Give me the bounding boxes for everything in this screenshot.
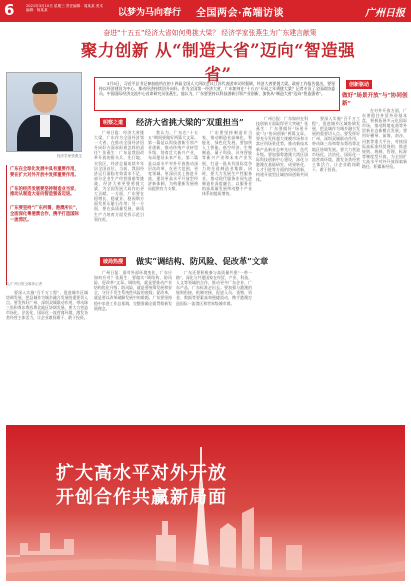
- section-title-innovation: 做好“场景开放”与“协同创新”: [342, 93, 408, 107]
- section-title-responsibility: 经济大省挑大梁的“双重担当”: [136, 117, 244, 127]
- body-column-4: [256, 116, 308, 416]
- section-tag-innovation: 创新驱动: [346, 80, 372, 89]
- portrait-hair: [32, 82, 58, 94]
- pull-quote-1: 广东在全球化发展中具有重要作用，要在扩大对外开放中发挥重要作用。: [10, 167, 79, 178]
- banner-headline-line-1: 扩大高水平对外开放: [56, 463, 227, 484]
- body-column-2: [148, 130, 198, 250]
- section-title-breakthrough: 做实“调结构、防风险、促改革”文章: [136, 256, 269, 266]
- reporter-credit: 文/广州日报全媒体记者: [6, 282, 43, 286]
- page-number: 6: [4, 1, 15, 19]
- body-text-1: 广州日报：经济大省挑大梁，广东作为全国经济第一大省，在推动全国经济回升向好方面承担着怎样的责任？张燕生：广东是我国改革开放的排头兵、先行地、实验区，经济总量连续多年居全国首位。当前，我国经济运行面临有效需求不足、部分企业生产经营困难等挑战，经济大省更要勇挑大梁，为全国发展大局作出更大贡献。一方面，广东要在稳增长、稳就业、稳预期方面发挥压舱石作用；另一方面，要在高质量发展、新质生产力培育方面发挥示范引领作用。: [94, 130, 144, 222]
- pull-quote-2: 广东的经济发展要坚持制造业当家，推动从制造大省向智造强省迈进。: [10, 186, 79, 198]
- section-tag-responsibility: 明察之道: [100, 118, 126, 127]
- body-text-8: 广东还要积极参与高质量共建“一带一路”，深化与共建国家在经贸、产业、科技、人文等领域的合作，推动更多广东企业、广东产品、广东标准走出去。要加强与港澳的规则衔接、机制对接，促进人员、货物、资金、数据等要素高效便捷流动，携手港澳打造国际一流湾区和世界级城市群。: [176, 270, 252, 306]
- body-text-4: 广州日报：广东如何在科技创新方面取得更大突破？张燕生：广东要做好“场景开放”与“协同创新”两篇文章。要充分发挥超大规模市场和丰富应用场景优势，推动新技术新产品新业态率先应用、迭代升级。要加强粤港澳大湾区国际科技创新中心建设，深化与港澳在基础研究、成果转化、人才引进等方面的协同创新，构建开放型区域协同创新共同体。: [256, 116, 308, 183]
- article-intro: [94, 77, 340, 111]
- section-tag-breakthrough: 破局热搜: [100, 257, 126, 266]
- section-title: 全国两会·高端访谈: [196, 8, 284, 19]
- headline-kicker: 奋进“十五五”经济大省如何勇挑大梁？ 经济学家张燕生为广东建言献策: [103, 29, 317, 37]
- main-headline: 聚力创新 从“制造大省”迈向“智造强省”: [80, 41, 356, 84]
- banner-headline-line-2: 开创合作共赢新局面: [56, 487, 227, 508]
- body-column-left: [6, 290, 88, 418]
- body-text-3: 广东要坚持制造业当家，推动制造业高端化、智能化、绿色化发展。要加快人工智能、低空经济、生物制造、量子科技、具身智能等新兴产业和未来产业发展，打造一批具有国际竞争力的先进制造业集群。同时，要大力发展生产性服务业，推动现代服务业同先进制造业深度融合，以服务业的高质量发展带动整个产业体系的提质增效。: [202, 130, 252, 197]
- pull-quotes: [6, 165, 82, 285]
- intro-text: 3月5日，习近平总书记参加他所在的十四届全国人大四次会议江苏代表团审议时强调，经济大省要挑大梁。政府工作报告提出，要坚持以经济建设为中心，推动经济持续回升向好。作为全国第一经济大省，广东如何在“十五五”开局之年勇挑大梁？记者专访了全国政协委员、中国国际经济交流中心首席研究员张燕生。他认为，广东要坚持以科技创新引领产业创新，加快从“制造大省”迈向“智造强省”。: [99, 81, 335, 97]
- skyline-banner: [6, 425, 405, 581]
- body-text-left: 要深入实施“百千万工程”，促进城乡区域协调发展，把县域作为城乡融合发展的重要切入点。要发挥好广州、深圳双城联动作用，带动珠三角和粤东粤西粤北地区协调发展。要大力营造市场化、法治化、国际化一流营商环境，激发各类经营主体活力，让企业敢闯敢干、敢于投资。: [6, 290, 88, 321]
- body-text-5: 要深入实施“百千万工程”，促进城乡区域协调发展，把县域作为城乡融合发展的重要切入点。要发挥好广州、深圳双城联动作用，带动珠三角和粤东粤西粤北地区协调发展。要大力营造市场化、法治化、国际化一流营商环境，激发各类经营主体活力，让企业敢闯敢干、敢于投资。: [312, 116, 360, 172]
- page-header: [0, 0, 411, 22]
- body-text-2: 我认为，广东在“十五五”期间要做好两篇大文章。第一篇是以科技创新引领产业创新，推动传统产业转型升级，培育壮大新兴产业，布局建设未来产业。第二篇是以高水平对外开放推动深层次改革，在更大范围、更宽领域、更深层次上推进开放，建设更高水平开放型经济新体制，为构建新发展格局提供有力支撑。: [148, 130, 198, 192]
- portrait-shirt: [40, 115, 50, 137]
- body-column-7: [94, 270, 172, 418]
- body-text-7: 广州日报：面对外部环境变化，广东应如何应对？张燕生：要做实“调结构、防风险、促改革”文章。调结构，就是要推动产业结构优化升级；防风险，就是要统筹发展和安全，守住不发生系统性风险的底线；促改革，就是要以改革破解发展中的难题。广东要坚持稳中求进工作总基调，完整准确全面贯彻新发展理念。: [94, 270, 172, 311]
- photo-caption: 经济学家张燕生: [56, 154, 82, 158]
- body-column-6: [362, 108, 407, 416]
- newspaper-masthead: 广州日报: [365, 8, 405, 19]
- body-column-5: [312, 116, 360, 416]
- body-column-1: [94, 130, 144, 250]
- header-slogan: 以梦为马向春行: [118, 8, 182, 18]
- pull-quote-3: 广东要坚持“广东所需、港澳所长”，全面深化粤港澳合作，携手打造国际一流湾区。: [10, 206, 81, 223]
- body-text-6: 在对外开放方面，广东要稳住外贸外资基本盘，积极拓展多元化国际市场，推动跨境电商等外贸新业态新模式发展。要用好横琴、前海、南沙、河套等重大平台，对接国际高标准经贸规则，推进规则、规制、管理、标准等制度型开放，为全国扩大高水平对外开放探索新路径、积累新经验。: [362, 108, 407, 170]
- portrait-photo: [6, 72, 82, 152]
- header-date-line: 2021年3月10日 星期三 责任编辑：周某某 美术编辑：杨某某: [26, 4, 103, 13]
- body-column-8: [176, 270, 252, 418]
- body-column-3: [202, 130, 252, 250]
